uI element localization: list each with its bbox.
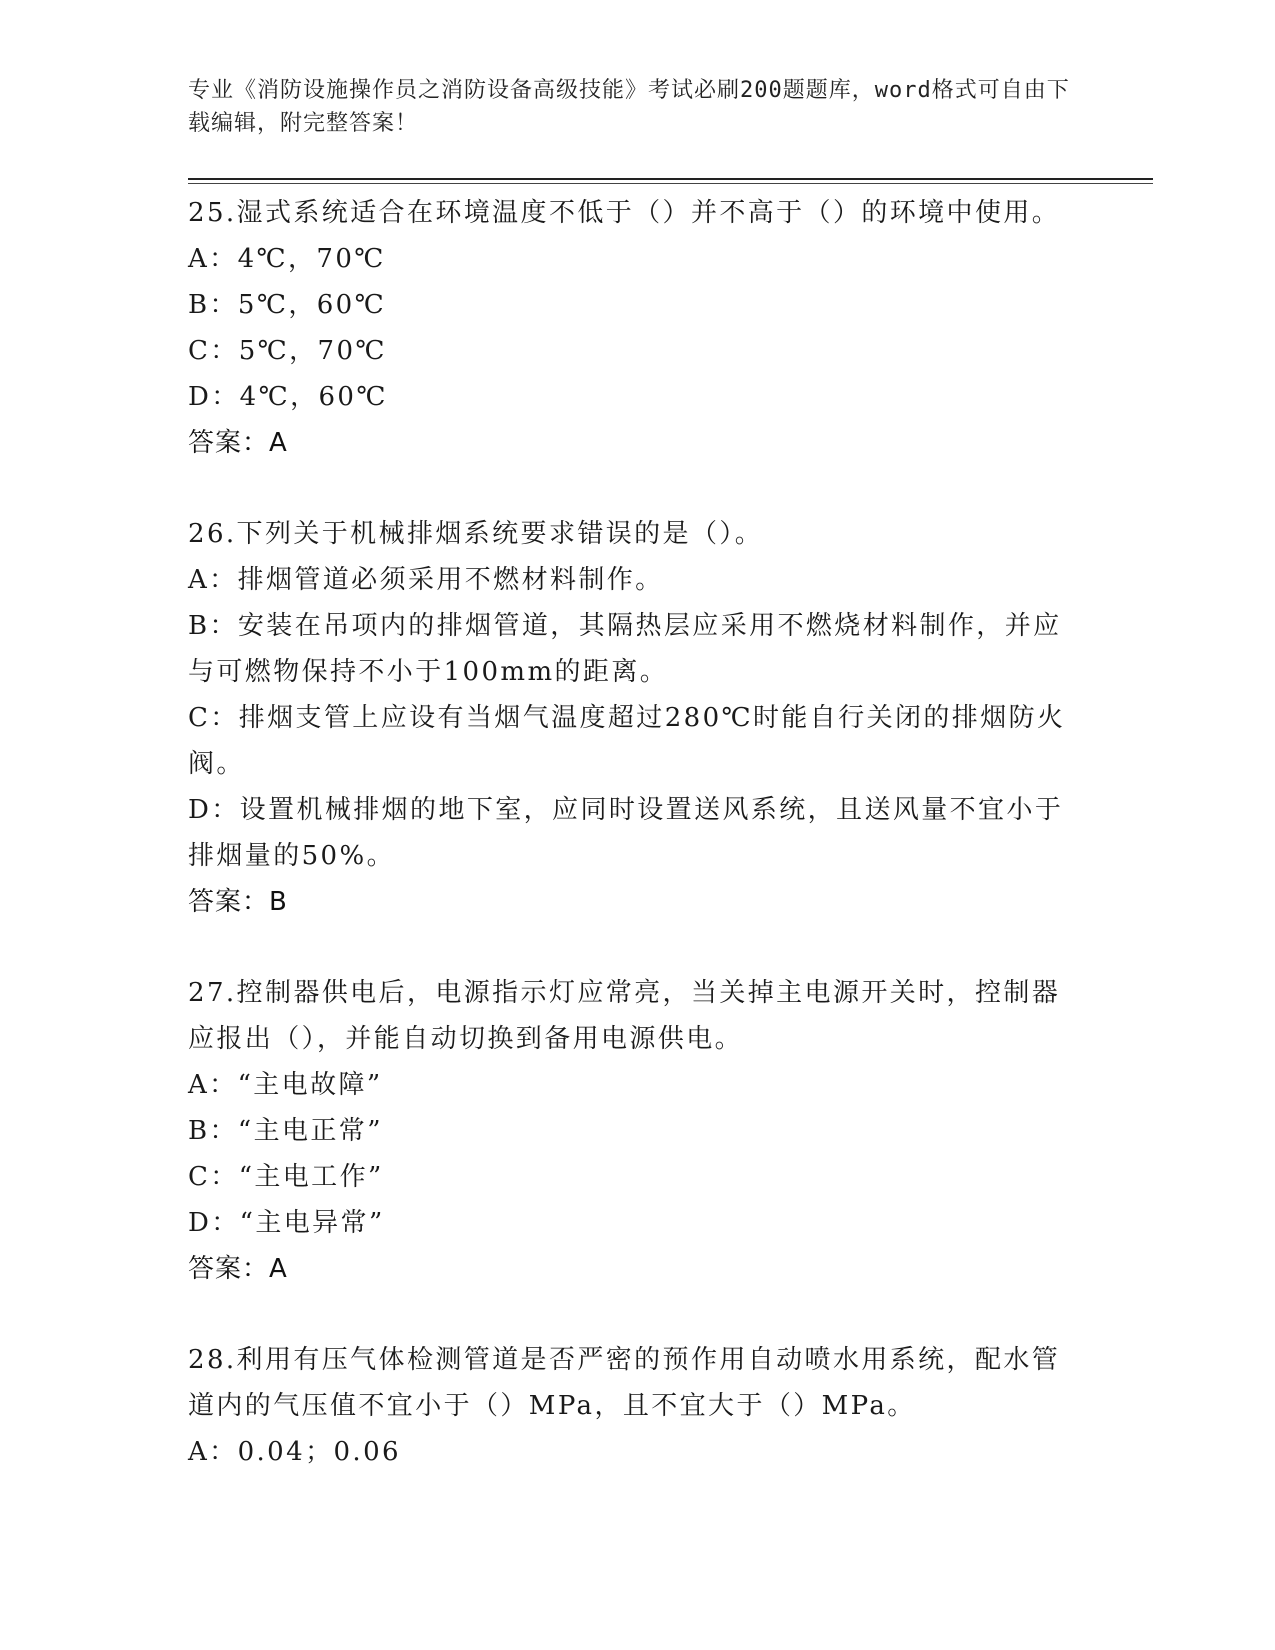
question-stem: 28.利用有压气体检测管道是否严密的预作用自动喷水用系统，配水管道内的气压值不宜小于（）MPa，且不宜大于（）MPa。 — [188, 1345, 1061, 1421]
option-c: C：“主电工作” — [188, 1162, 384, 1192]
question-25 — [188, 190, 1078, 466]
question-28 — [188, 1337, 1078, 1475]
header-divider — [188, 178, 1153, 180]
option-b: B：5℃，60℃ — [188, 290, 387, 320]
question-stem: 26.下列关于机械排烟系统要求错误的是（）。 — [188, 519, 764, 549]
answer: 答案：B — [188, 887, 288, 917]
option-a: A：“主电故障” — [188, 1070, 383, 1100]
question-stem: 27.控制器供电后，电源指示灯应常亮，当关掉主电源开关时，控制器应报出（），并能自动切换到备用电源供电。 — [188, 978, 1061, 1054]
option-c: C：排烟支管上应设有当烟气温度超过280℃时能自行关闭的排烟防火阀。 — [188, 703, 1066, 779]
option-c: C：5℃，70℃ — [188, 336, 387, 366]
option-b: B：安装在吊项内的排烟管道，其隔热层应采用不燃烧材料制作，并应与可燃物保持不小于100mm的距离。 — [188, 611, 1062, 687]
option-a: A：0.04；0.06 — [188, 1437, 401, 1467]
document-header: 专业《消防设施操作员之消防设备高级技能》考试必刷200题题库，word格式可自由下载编辑，附完整答案！ — [188, 78, 1070, 136]
question-stem: 25.湿式系统适合在环境温度不低于（）并不高于（）的环境中使用。 — [188, 198, 1061, 228]
header-divider-thin — [188, 183, 1153, 184]
question-26 — [188, 511, 1078, 925]
question-27 — [188, 970, 1078, 1292]
option-a: A：4℃，70℃ — [188, 244, 386, 274]
answer: 答案：A — [188, 428, 288, 458]
option-d: D：设置机械排烟的地下室，应同时设置送风系统，且送风量不宜小于排烟量的50%。 — [188, 795, 1064, 871]
answer: 答案：A — [188, 1254, 288, 1284]
option-d: D：“主电异常” — [188, 1208, 385, 1238]
option-b: B：“主电正常” — [188, 1116, 383, 1146]
option-d: D：4℃，60℃ — [188, 382, 388, 412]
option-a: A：排烟管道必须采用不燃材料制作。 — [188, 565, 664, 595]
question-list — [188, 190, 1078, 1475]
